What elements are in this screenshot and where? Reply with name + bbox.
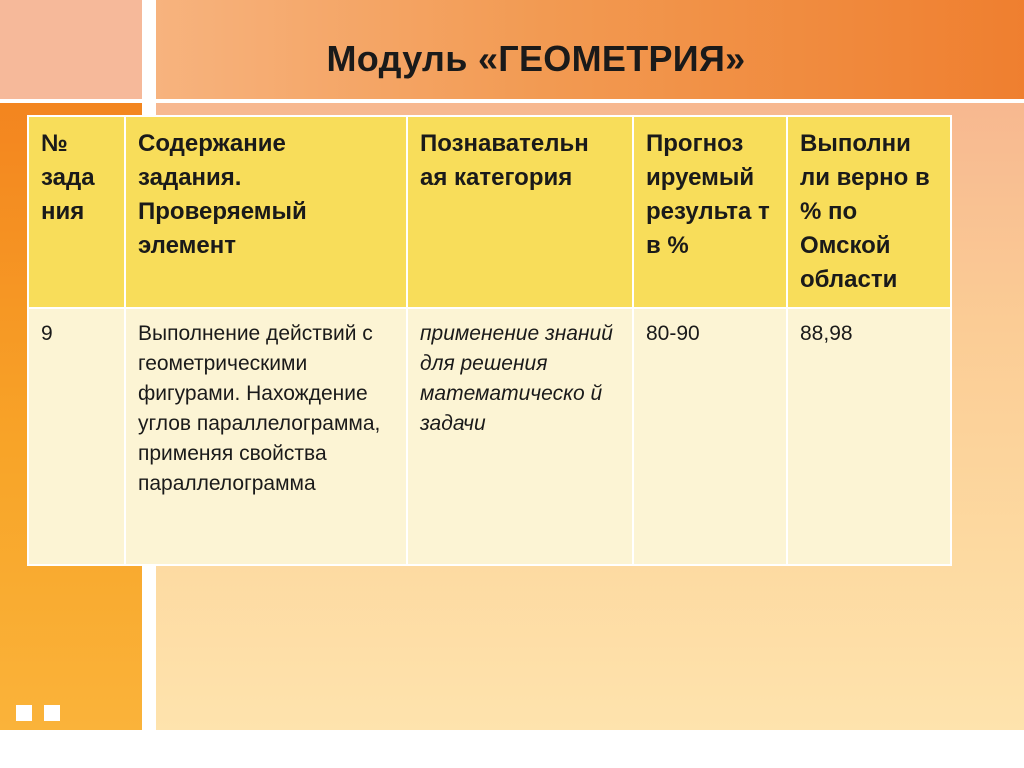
header-content: Содержание задания. Проверяемый элемент [125,116,407,308]
cell-category: применение знаний для решения математическо й задачи [407,308,633,565]
divider-line [0,99,1024,103]
bottom-strip [0,730,1024,768]
cell-content: Выполнение действий с геометрическими фигурами. Нахождение углов параллелограмма, применяя свойства параллелограмма [125,308,407,565]
header-forecast: Прогноз ируемый результа т в % [633,116,787,308]
table-header-row [28,116,951,308]
cell-forecast: 80-90 [633,308,787,565]
assessment-table [27,115,952,566]
header-result: Выполни ли верно в % по Омской области [787,116,951,308]
header-category: Познавательн ая категория [407,116,633,308]
header-task-number: № зада ния [28,116,125,308]
left-top-panel [0,0,142,103]
cell-result: 88,98 [787,308,951,565]
cell-task-number: 9 [28,308,125,565]
table-row [28,308,951,565]
page-title: Модуль «ГЕОМЕТРИЯ» [326,38,746,79]
